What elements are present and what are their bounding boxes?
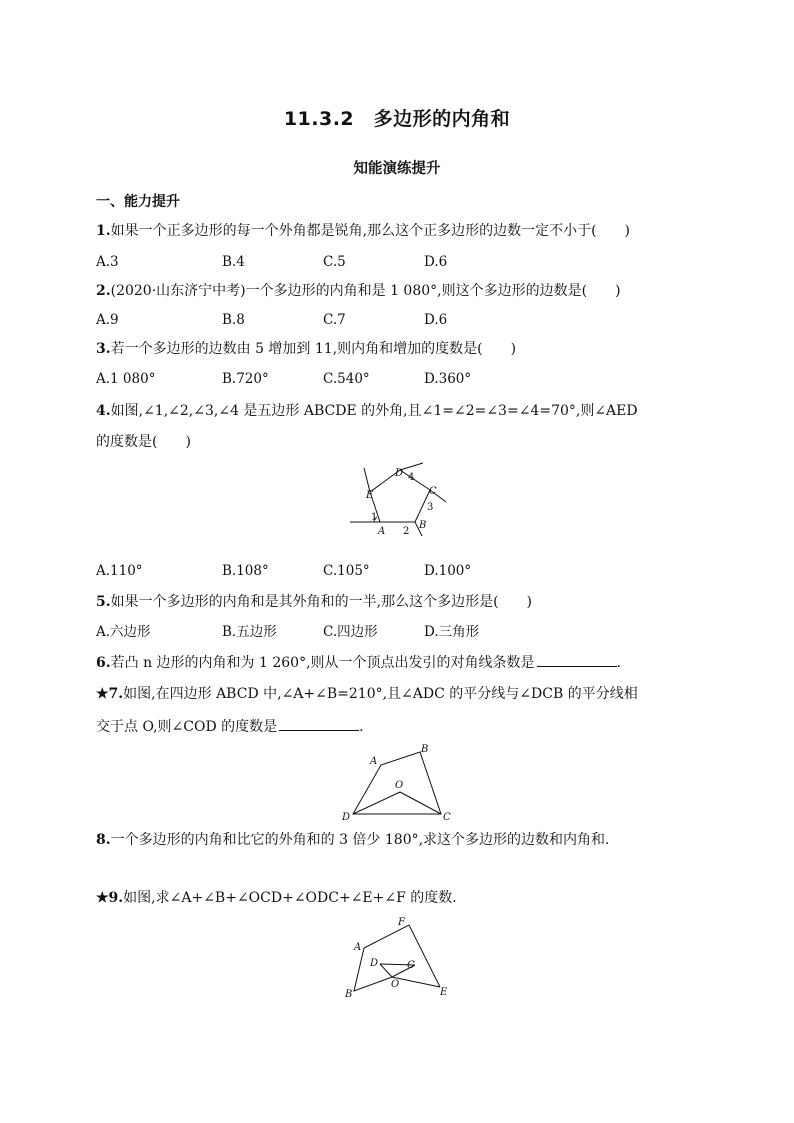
bisector-do [353, 792, 400, 814]
question-8 [96, 830, 610, 850]
question-5 [96, 592, 532, 612]
question-6-end: . [616, 655, 621, 671]
q1-option-a: A.3 [96, 254, 119, 270]
label-O: O [395, 780, 404, 791]
label-angle-3: 3 [427, 502, 434, 513]
label-O: O [391, 979, 400, 990]
question-3-text: 若一个多边形的边数由 5 增加到 11,则内角和增加的度数是( ) [110, 341, 517, 357]
question-2 [96, 281, 621, 301]
q2-option-d: D.6 [424, 312, 448, 328]
q4-option-c: C.105° [323, 563, 370, 579]
q3-option-b: B.720° [222, 371, 269, 387]
q2-option-c: C.7 [323, 312, 346, 328]
question-8-text: 一个多边形的内角和比它的外角和的 3 倍少 180°,求这个多边形的边数和内角和. [110, 832, 610, 848]
label-E: E [440, 987, 448, 998]
question-1-number: 1. [96, 223, 111, 239]
label-F: F [398, 917, 405, 928]
question-6 [96, 652, 621, 673]
question-7-text: 如图,在四边形 ABCD 中,∠A+∠B=210°,且∠ADC 的平分线与∠DCB 的平分线相 [123, 686, 638, 702]
question-4-text: 如图,∠1,∠2,∠3,∠4 是五边形 ABCDE 的外角,且∠1=∠2=∠3=∠4=70°,则∠AED [110, 403, 638, 419]
question-7-number: ★7. [96, 686, 124, 702]
figure-q4-pentagon [340, 460, 470, 550]
page-title: 11.3.2 多边形的内角和 [283, 108, 511, 130]
question-3-number: 3. [96, 341, 111, 357]
question-9 [96, 888, 457, 908]
label-A: A [370, 756, 378, 767]
label-angle-1: 1 [371, 512, 378, 523]
q4-option-b: B.108° [222, 563, 269, 579]
question-4 [96, 401, 638, 421]
q4-option-a: A.110° [96, 563, 143, 579]
question-3 [96, 339, 516, 359]
label-D: D [370, 958, 379, 969]
q2-option-b: B.8 [222, 312, 245, 328]
question-6-answer-blank[interactable] [537, 652, 617, 667]
question-7-end: . [359, 719, 364, 735]
label-D: D [342, 812, 351, 823]
q5-option-c: C.四边形 [323, 624, 378, 640]
q3-option-c: C.540° [323, 371, 370, 387]
label-angle-4: 4 [408, 472, 415, 483]
label-angle-2: 2 [403, 526, 410, 537]
q1-option-b: B.4 [222, 254, 245, 270]
figure-q7-quadrilateral [340, 742, 465, 824]
question-1-text: 如果一个正多边形的每一个外角都是锐角,那么这个正多边形的边数一定不小于( ) [110, 223, 630, 239]
question-4-line-2: 的度数是( ) [96, 434, 191, 450]
figure-q9 [340, 915, 460, 1000]
question-4-number: 4. [96, 403, 111, 419]
q2-option-a: A.9 [96, 312, 119, 328]
label-C: C [407, 960, 415, 971]
section-heading: 一、能力提升 [96, 194, 180, 210]
question-6-number: 6. [96, 655, 111, 671]
page-subtitle: 知能演练提升 [353, 161, 441, 177]
label-C: C [443, 812, 451, 823]
question-5-number: 5. [96, 594, 111, 610]
question-7-line-2 [96, 716, 364, 737]
label-A: A [354, 942, 362, 953]
segment-do [380, 964, 392, 977]
label-B: B [345, 989, 353, 1000]
question-2-text: (2020·山东济宁中考)一个多边形的内角和是 1 080°,则这个多边形的边数是( ) [110, 283, 621, 299]
q5-option-a: A.六边形 [96, 624, 151, 640]
question-6-text: 若凸 n 边形的内角和为 1 260°,则从一个顶点出发引的对角线条数是 [110, 655, 535, 671]
label-D: D [395, 468, 404, 479]
question-8-number: 8. [96, 832, 111, 848]
question-9-text: 如图,求∠A+∠B+∠OCD+∠ODC+∠E+∠F 的度数. [123, 890, 457, 906]
label-A: A [378, 526, 386, 537]
label-C: C [429, 486, 437, 497]
label-B: B [421, 744, 429, 755]
label-B: B [419, 520, 427, 531]
question-7-answer-blank[interactable] [279, 716, 359, 731]
extension-line-e [364, 468, 370, 492]
question-5-text: 如果一个多边形的内角和是其外角和的一半,那么这个多边形是( ) [110, 594, 532, 610]
q3-option-a: A.1 080° [96, 371, 156, 387]
q5-option-b: B.五边形 [222, 624, 277, 640]
question-1 [96, 221, 630, 241]
extension-line-d [400, 463, 423, 470]
q5-option-d: D.三角形 [424, 624, 480, 640]
q1-option-c: C.5 [323, 254, 346, 270]
question-9-number: ★9. [96, 890, 124, 906]
question-2-number: 2. [96, 283, 111, 299]
q4-option-d: D.100° [424, 563, 472, 579]
q1-option-d: D.6 [424, 254, 448, 270]
q3-option-d: D.360° [424, 371, 472, 387]
question-7 [96, 684, 638, 704]
label-E: E [366, 490, 374, 501]
question-7-text-2: 交于点 O,则∠COD 的度数是 [96, 719, 278, 735]
